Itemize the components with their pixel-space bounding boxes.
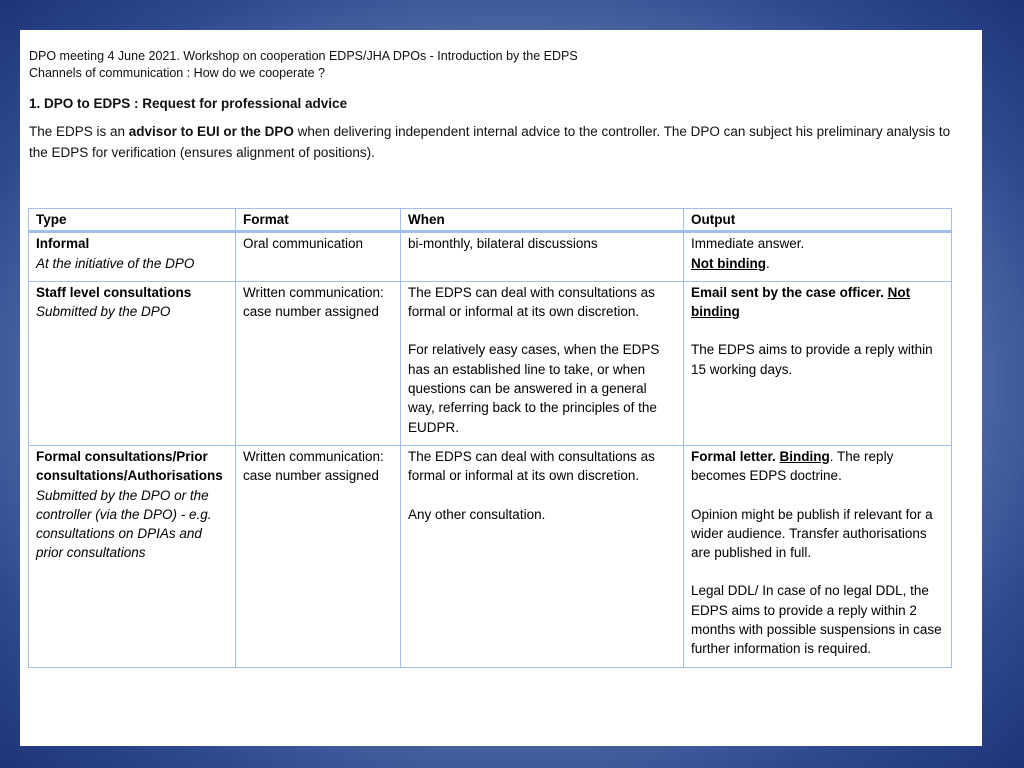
output-text (691, 283, 944, 322)
slide (20, 30, 982, 746)
cell-format: Written communication: case number assigned (236, 445, 401, 667)
cell-when (401, 232, 684, 282)
binding-status: Not binding (691, 284, 911, 320)
when-text: For relatively easy cases, when the EDPS has an established line to take, or when questions can be answered in a general way, referring back to the principles of the EUDPR. (408, 342, 660, 435)
cell-output (684, 281, 952, 445)
when-text: The EDPS can deal with consultations as formal or informal at its own discretion. (408, 448, 655, 484)
output-binding (691, 254, 944, 273)
cell-when (401, 445, 684, 667)
table-row (29, 281, 952, 445)
intro-text: The EDPS is an (29, 124, 129, 139)
output-period: . (765, 255, 770, 271)
table-row (29, 232, 952, 282)
type-title: Formal consultations/Prior consultations/Authorisations (36, 448, 223, 484)
type-title: Staff level consultations (36, 284, 192, 300)
output-text (691, 447, 944, 486)
when-text: bi-monthly, bilateral discussions (408, 236, 598, 252)
cell-type (29, 445, 236, 667)
type-subtitle: Submitted by the DPO or the controller (via the DPO) - e.g. consultations on DPIAs and prior consultations (36, 487, 212, 561)
cell-format: Written communication: case number assigned (236, 281, 401, 445)
output-rest: . The reply becomes EDPS doctrine. (691, 448, 894, 484)
table-header-row (29, 209, 952, 232)
output-text: Opinion might be publish if relevant for a wider audience. Transfer authorisations are published in full. (691, 506, 933, 561)
binding-status: Binding (779, 448, 830, 464)
output-text: Immediate answer. (691, 236, 805, 252)
output-bold: Email sent by the case officer. (691, 284, 888, 300)
intro-text-rest: when delivering independent internal advice to the controller. The DPO can subject his preliminary analysis to the EDPS for verification (ensures alignment of positions). (29, 124, 951, 160)
cell-when (401, 281, 684, 445)
section-heading: 1. DPO to EDPS : Request for professional advice (29, 96, 348, 111)
header-output: Output (684, 209, 952, 232)
intro-paragraph (29, 121, 959, 163)
type-subtitle: At the initiative of the DPO (36, 255, 195, 271)
output-bold: Formal letter. (691, 448, 780, 464)
cell-type (29, 281, 236, 445)
type-subtitle: Submitted by the DPO (36, 304, 171, 320)
subtitle: Channels of communication : How do we cooperate ? (29, 66, 325, 80)
type-title: Informal (36, 236, 90, 252)
cell-type (29, 232, 236, 282)
when-text: The EDPS can deal with consultations as formal or informal at its own discretion. (408, 284, 655, 320)
table-row (29, 445, 952, 667)
header-type: Type (29, 209, 236, 232)
cell-output (684, 232, 952, 282)
header-when: When (401, 209, 684, 232)
cooperation-table (28, 208, 952, 668)
meeting-title: DPO meeting 4 June 2021. Workshop on cooperation EDPS/JHA DPOs - Introduction by the EDPS (29, 49, 578, 63)
cell-output (684, 445, 952, 667)
when-text: Any other consultation. (408, 506, 546, 522)
intro-bold: advisor to EUI or the DPO (128, 124, 294, 139)
output-text: The EDPS aims to provide a reply within 15 working days. (691, 342, 933, 377)
output-text: Legal DDL/ In case of no legal DDL, the EDPS aims to provide a reply within 2 months with possible suspensions in case further information is required. (691, 583, 942, 657)
cell-format: Oral communication (236, 232, 401, 282)
binding-status: Not binding (691, 255, 766, 271)
document-page (29, 48, 959, 163)
header-format: Format (236, 209, 401, 232)
